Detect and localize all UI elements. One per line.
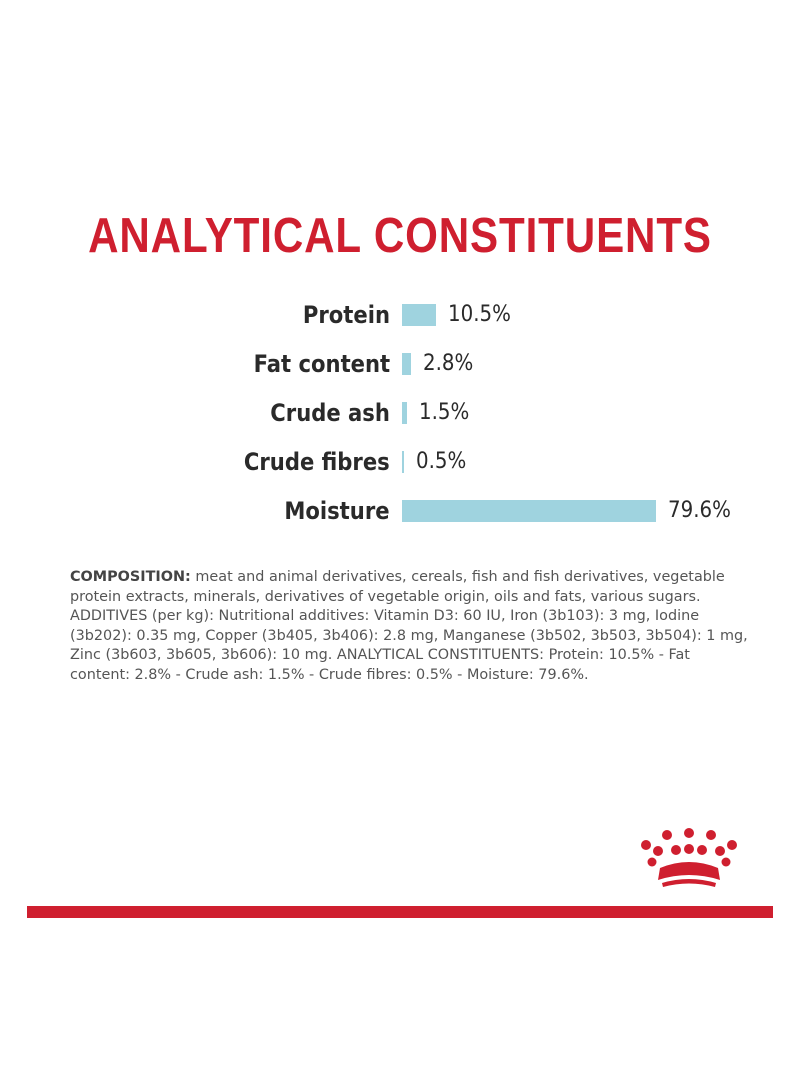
bar-row [0, 344, 800, 384]
bar-row [0, 491, 800, 531]
bar-category-label: Moisture [284, 497, 390, 525]
bar-value-label: 0.5% [416, 449, 467, 474]
bar-row [0, 295, 800, 335]
bar [402, 451, 404, 473]
bar-value-label: 10.5% [447, 302, 511, 327]
bar-row [0, 393, 800, 433]
composition-line: (3b202): 0.35 mg, Copper (3b405, 3b406): 2.8 mg, Manganese (3b502, 3b503, 3b504): 1 mg, [70, 627, 748, 644]
bar [402, 402, 407, 424]
composition-text [70, 568, 750, 685]
composition-line: protein extracts, minerals, derivatives of vegetable origin, oils and fats, various sugars. [70, 588, 701, 605]
crown-logo-icon [636, 828, 742, 890]
bar [402, 304, 436, 326]
bar-category-label: Protein [302, 301, 390, 329]
composition-line: meat and animal derivatives, cereals, fish and fish derivatives, vegetable [190, 569, 725, 585]
bar [402, 500, 656, 522]
composition-heading: COMPOSITION: [70, 569, 191, 585]
composition-line: ADDITIVES (per kg): Nutritional additives: Vitamin D3: 60 IU, Iron (3b103): 3 mg, Iodine [70, 608, 700, 624]
page-title: ANALYTICAL CONSTITUENTS [88, 209, 712, 263]
bar-value-label: 2.8% [422, 351, 474, 376]
bar [402, 353, 411, 375]
composition-line: Zinc (3b603, 3b605, 3b606): 10 mg. ANALYTICAL CONSTITUENTS: Protein: 10.5% - Fat [70, 647, 690, 663]
bar-category-label: Crude fibres [244, 448, 390, 476]
bar-row [0, 442, 800, 482]
bar-category-label: Fat content [253, 350, 390, 378]
bar-value-label: 1.5% [418, 400, 470, 425]
constituents-bar-chart [0, 295, 800, 545]
composition-line: content: 2.8% - Crude ash: 1.5% - Crude fibres: 0.5% - Moisture: 79.6%. [70, 666, 589, 683]
footer-red-line [27, 906, 773, 918]
bar-category-label: Crude ash [270, 399, 390, 427]
bar-value-label: 79.6% [668, 498, 731, 523]
